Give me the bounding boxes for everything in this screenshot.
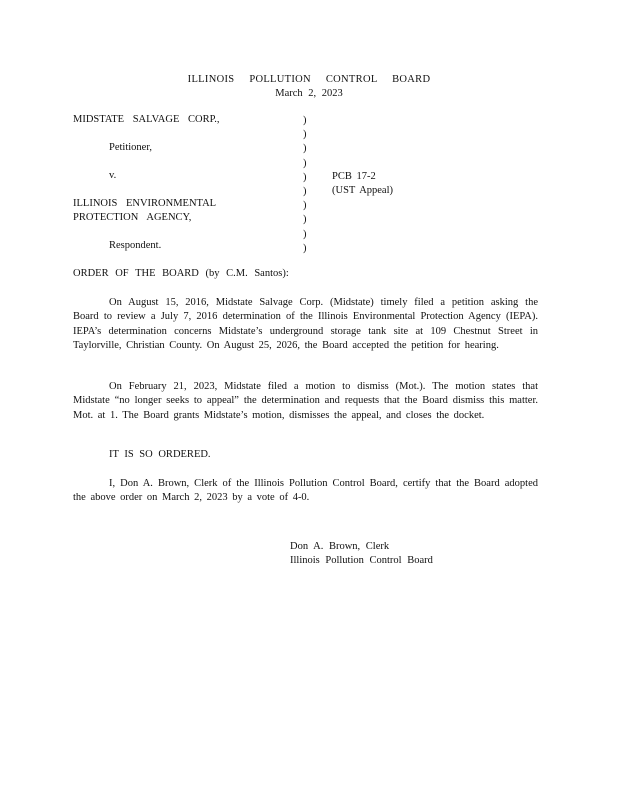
signatory-name: Don A. Brown, Clerk: [290, 541, 390, 552]
petitioner-name: MIDSTATE SALVAGE CORP.,: [73, 114, 220, 125]
respondent-label: Respondent.: [109, 240, 162, 251]
so-ordered-statement: IT IS SO ORDERED.: [109, 449, 211, 460]
caption-paren: ): [303, 157, 307, 169]
caption-paren: ): [303, 143, 307, 155]
order-paragraph-motion: On February 21, 2023, Midstate filed a motion to dismiss (Mot.). The motion states that Midstate “no longer seeks to appeal” the determination and requests that the Board dismiss this matter. Mot. at 1. The Board grants Midstate’s motion, dismisses the appeal, and closes the docket.: [73, 381, 538, 421]
order-paragraph-background: On August 15, 2016, Midstate Salvage Corp. (Midstate) timely filed a petition asking the Board to review a July 7, 2016 determination of the Illinois Environmental Protection Agency (IEPA). IEPA’s determination concerns Midstate’s underground storage tank site at 109 Chestnut Street in Taylorville, Christian County. On August 25, 2026, the Board accepted the petition for hearing.: [73, 297, 538, 351]
respondent-name-line2: PROTECTION AGENCY,: [73, 212, 192, 223]
case-identifier: [332, 170, 393, 198]
caption-paren: ): [303, 214, 307, 226]
caption-paren: ): [303, 129, 307, 141]
order-date: March 2, 2023: [275, 88, 343, 99]
signature-block: [290, 540, 433, 568]
caption-paren: ): [303, 115, 307, 126]
respondent-name-line1: ILLINOIS ENVIRONMENTAL: [73, 198, 217, 209]
case-caption: [73, 114, 553, 254]
caption-paren: ): [303, 171, 307, 183]
caption-paren: ): [303, 186, 307, 198]
caption-paren: ): [303, 200, 307, 212]
clerk-certification: I, Don A. Brown, Clerk of the Illinois Pollution Control Board, certify that the Board adopted the above order on March 2, 2023 by a vote of 4-0.: [73, 478, 538, 504]
petitioner-label: Petitioner,: [109, 142, 153, 153]
caption-parentheses: [303, 114, 313, 256]
case-number: PCB 17-2: [332, 171, 376, 182]
caption-paren: ): [303, 242, 307, 254]
order-title: ORDER OF THE BOARD (by C.M. Santos):: [73, 268, 289, 279]
caption-paren: ): [303, 228, 307, 240]
board-name: ILLINOIS POLLUTION CONTROL BOARD: [187, 74, 431, 85]
case-type: (UST Appeal): [332, 185, 394, 196]
document-header: [0, 73, 618, 101]
signatory-org: Illinois Pollution Control Board: [290, 555, 433, 566]
versus-label: v.: [109, 170, 117, 181]
